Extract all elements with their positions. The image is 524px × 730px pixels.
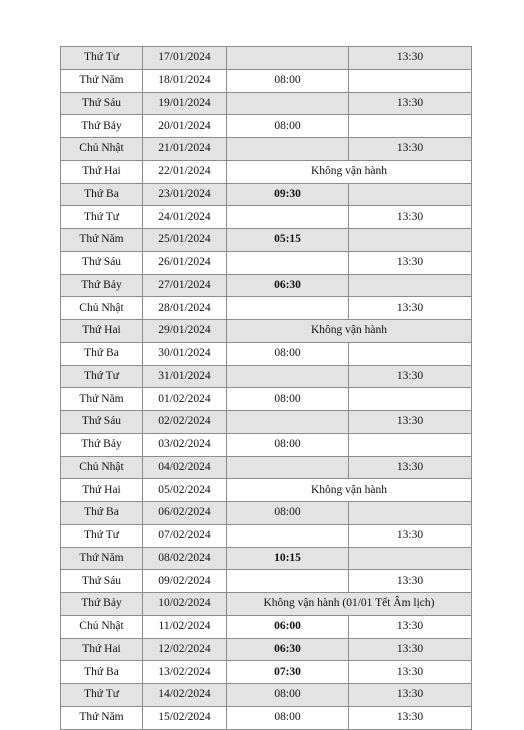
departure-time-1-cell: 08:00 bbox=[227, 388, 349, 411]
departure-time-2-cell: 13:30 bbox=[349, 138, 472, 161]
table-row bbox=[61, 706, 472, 729]
date-cell: 18/01/2024 bbox=[143, 69, 227, 92]
departure-time-1-cell: 08:00 bbox=[227, 433, 349, 456]
departure-time-2-cell: 13:30 bbox=[349, 206, 472, 229]
departure-time-2-cell bbox=[349, 433, 472, 456]
date-cell: 05/02/2024 bbox=[143, 479, 227, 502]
departure-time-1-cell bbox=[227, 456, 349, 479]
departure-time-2-cell bbox=[349, 229, 472, 252]
table-row bbox=[61, 160, 472, 183]
day-cell: Thứ Bảy bbox=[61, 115, 143, 138]
day-cell: Thứ Năm bbox=[61, 388, 143, 411]
day-cell: Thứ Sáu bbox=[61, 251, 143, 274]
departure-time-1-cell: 08:00 bbox=[227, 69, 349, 92]
departure-time-1-cell: 07:30 bbox=[227, 661, 349, 684]
day-cell: Thứ Tư bbox=[61, 524, 143, 547]
note-cell: Không vận hành bbox=[227, 320, 472, 343]
departure-time-2-cell: 13:30 bbox=[349, 47, 472, 70]
departure-time-1-cell: 08:00 bbox=[227, 502, 349, 525]
table-row bbox=[61, 229, 472, 252]
departure-time-1-cell: 08:00 bbox=[227, 115, 349, 138]
departure-time-2-cell bbox=[349, 342, 472, 365]
day-cell: Thứ Năm bbox=[61, 706, 143, 729]
departure-time-2-cell bbox=[349, 547, 472, 570]
departure-time-2-cell: 13:30 bbox=[349, 251, 472, 274]
departure-time-2-cell: 13:30 bbox=[349, 456, 472, 479]
table-row bbox=[61, 115, 472, 138]
date-cell: 04/02/2024 bbox=[143, 456, 227, 479]
departure-time-1-cell bbox=[227, 411, 349, 434]
date-cell: 24/01/2024 bbox=[143, 206, 227, 229]
day-cell: Thứ Tư bbox=[61, 684, 143, 707]
day-cell: Chủ Nhật bbox=[61, 456, 143, 479]
departure-time-2-cell: 13:30 bbox=[349, 365, 472, 388]
table-row bbox=[61, 297, 472, 320]
table-row bbox=[61, 502, 472, 525]
date-cell: 21/01/2024 bbox=[143, 138, 227, 161]
departure-time-1-cell bbox=[227, 206, 349, 229]
date-cell: 01/02/2024 bbox=[143, 388, 227, 411]
day-cell: Thứ Bảy bbox=[61, 274, 143, 297]
day-cell: Chủ Nhật bbox=[61, 138, 143, 161]
departure-time-1-cell: 09:30 bbox=[227, 183, 349, 206]
date-cell: 14/02/2024 bbox=[143, 684, 227, 707]
table-row bbox=[61, 661, 472, 684]
date-cell: 25/01/2024 bbox=[143, 229, 227, 252]
departure-time-1-cell: 10:15 bbox=[227, 547, 349, 570]
day-cell: Thứ Hai bbox=[61, 479, 143, 502]
note-cell: Không vận hành bbox=[227, 479, 472, 502]
table-row bbox=[61, 593, 472, 616]
table-row bbox=[61, 638, 472, 661]
departure-time-2-cell bbox=[349, 115, 472, 138]
day-cell: Thứ Bảy bbox=[61, 433, 143, 456]
date-cell: 12/02/2024 bbox=[143, 638, 227, 661]
table-row bbox=[61, 388, 472, 411]
table-row bbox=[61, 138, 472, 161]
table-row bbox=[61, 47, 472, 70]
date-cell: 13/02/2024 bbox=[143, 661, 227, 684]
table-row bbox=[61, 456, 472, 479]
departure-time-2-cell: 13:30 bbox=[349, 411, 472, 434]
table-row bbox=[61, 411, 472, 434]
date-cell: 17/01/2024 bbox=[143, 47, 227, 70]
departure-time-1-cell: 05:15 bbox=[227, 229, 349, 252]
departure-time-1-cell bbox=[227, 365, 349, 388]
day-cell: Thứ Tư bbox=[61, 365, 143, 388]
departure-time-2-cell: 13:30 bbox=[349, 615, 472, 638]
date-cell: 20/01/2024 bbox=[143, 115, 227, 138]
date-cell: 08/02/2024 bbox=[143, 547, 227, 570]
departure-time-1-cell bbox=[227, 138, 349, 161]
departure-time-2-cell bbox=[349, 274, 472, 297]
departure-time-2-cell bbox=[349, 388, 472, 411]
day-cell: Thứ Ba bbox=[61, 183, 143, 206]
day-cell: Thứ Sáu bbox=[61, 411, 143, 434]
table-row bbox=[61, 524, 472, 547]
table-row bbox=[61, 547, 472, 570]
day-cell: Chủ Nhật bbox=[61, 615, 143, 638]
note-cell: Không vận hành (01/01 Tết Âm lịch) bbox=[227, 593, 472, 616]
table-row bbox=[61, 615, 472, 638]
table-row bbox=[61, 320, 472, 343]
table-row bbox=[61, 274, 472, 297]
table-row bbox=[61, 479, 472, 502]
date-cell: 22/01/2024 bbox=[143, 160, 227, 183]
day-cell: Thứ Tư bbox=[61, 206, 143, 229]
day-cell: Thứ Ba bbox=[61, 661, 143, 684]
table-row bbox=[61, 433, 472, 456]
departure-time-2-cell: 13:30 bbox=[349, 684, 472, 707]
day-cell: Thứ Năm bbox=[61, 229, 143, 252]
date-cell: 06/02/2024 bbox=[143, 502, 227, 525]
departure-time-1-cell bbox=[227, 570, 349, 593]
departure-time-2-cell bbox=[349, 183, 472, 206]
date-cell: 23/01/2024 bbox=[143, 183, 227, 206]
departure-time-1-cell: 06:00 bbox=[227, 615, 349, 638]
date-cell: 29/01/2024 bbox=[143, 320, 227, 343]
date-cell: 07/02/2024 bbox=[143, 524, 227, 547]
date-cell: 31/01/2024 bbox=[143, 365, 227, 388]
departure-time-2-cell: 13:30 bbox=[349, 706, 472, 729]
departure-time-2-cell: 13:30 bbox=[349, 524, 472, 547]
date-cell: 30/01/2024 bbox=[143, 342, 227, 365]
day-cell: Thứ Hai bbox=[61, 638, 143, 661]
table-row bbox=[61, 342, 472, 365]
day-cell: Thứ Tư bbox=[61, 47, 143, 70]
day-cell: Thứ Năm bbox=[61, 69, 143, 92]
date-cell: 03/02/2024 bbox=[143, 433, 227, 456]
date-cell: 10/02/2024 bbox=[143, 593, 227, 616]
table-row bbox=[61, 365, 472, 388]
date-cell: 26/01/2024 bbox=[143, 251, 227, 274]
day-cell: Thứ Sáu bbox=[61, 570, 143, 593]
departure-time-1-cell: 08:00 bbox=[227, 706, 349, 729]
departure-time-1-cell: 06:30 bbox=[227, 274, 349, 297]
departure-time-2-cell: 13:30 bbox=[349, 92, 472, 115]
day-cell: Thứ Hai bbox=[61, 160, 143, 183]
departure-time-1-cell: 08:00 bbox=[227, 684, 349, 707]
departure-time-1-cell bbox=[227, 297, 349, 320]
schedule-table-body bbox=[61, 47, 472, 730]
date-cell: 11/02/2024 bbox=[143, 615, 227, 638]
date-cell: 09/02/2024 bbox=[143, 570, 227, 593]
table-row bbox=[61, 570, 472, 593]
departure-time-2-cell: 13:30 bbox=[349, 661, 472, 684]
date-cell: 02/02/2024 bbox=[143, 411, 227, 434]
departure-time-2-cell: 13:30 bbox=[349, 297, 472, 320]
table-row bbox=[61, 69, 472, 92]
day-cell: Thứ Năm bbox=[61, 547, 143, 570]
departure-time-2-cell: 13:30 bbox=[349, 638, 472, 661]
departure-time-1-cell: 06:30 bbox=[227, 638, 349, 661]
table-row bbox=[61, 183, 472, 206]
departure-time-1-cell bbox=[227, 524, 349, 547]
date-cell: 28/01/2024 bbox=[143, 297, 227, 320]
date-cell: 19/01/2024 bbox=[143, 92, 227, 115]
day-cell: Thứ Hai bbox=[61, 320, 143, 343]
departure-time-1-cell: 08:00 bbox=[227, 342, 349, 365]
table-row bbox=[61, 206, 472, 229]
departure-time-1-cell bbox=[227, 251, 349, 274]
date-cell: 15/02/2024 bbox=[143, 706, 227, 729]
departure-time-1-cell bbox=[227, 92, 349, 115]
departure-time-2-cell: 13:30 bbox=[349, 570, 472, 593]
departure-time-2-cell bbox=[349, 69, 472, 92]
schedule-table bbox=[60, 46, 472, 730]
table-row bbox=[61, 92, 472, 115]
table-row bbox=[61, 251, 472, 274]
day-cell: Thứ Ba bbox=[61, 502, 143, 525]
departure-time-2-cell bbox=[349, 502, 472, 525]
day-cell: Chủ Nhật bbox=[61, 297, 143, 320]
day-cell: Thứ Sáu bbox=[61, 92, 143, 115]
day-cell: Thứ Bảy bbox=[61, 593, 143, 616]
date-cell: 27/01/2024 bbox=[143, 274, 227, 297]
departure-time-1-cell bbox=[227, 47, 349, 70]
day-cell: Thứ Ba bbox=[61, 342, 143, 365]
note-cell: Không vận hành bbox=[227, 160, 472, 183]
